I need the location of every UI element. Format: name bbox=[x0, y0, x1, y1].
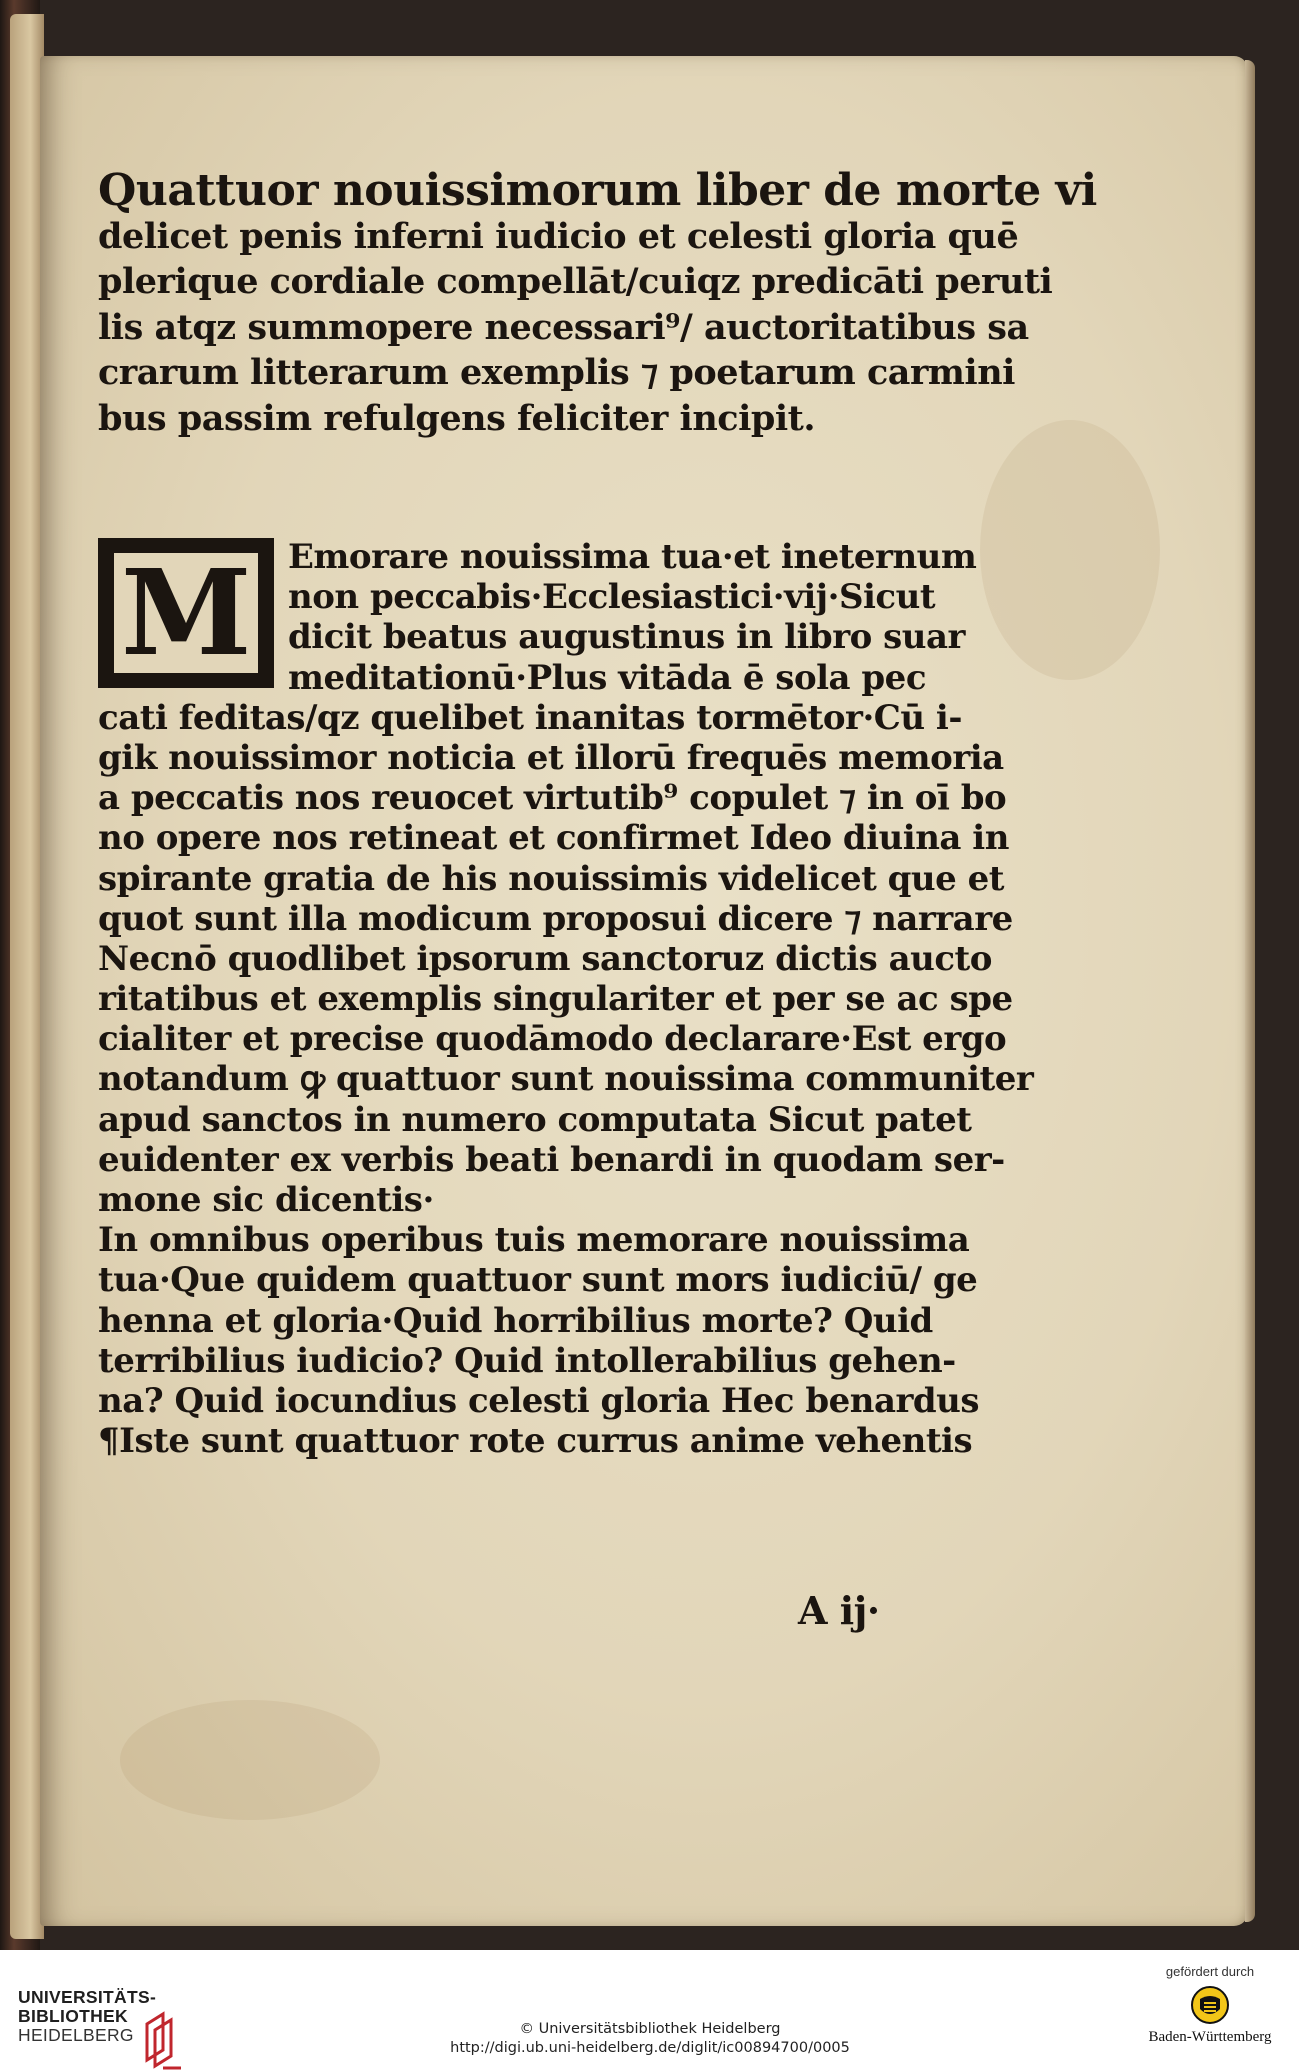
funder-block bbox=[1140, 1964, 1280, 2046]
body-line: ¶Iste sunt quattuor rote currus anime vehentis bbox=[98, 1421, 973, 1462]
body-line: euidenter ex verbis beati benardi in quodam ser- bbox=[98, 1139, 1005, 1180]
facing-page-edge bbox=[10, 14, 44, 1939]
body-line: no opere nos retineat et confirmet Ideo diuina in bbox=[98, 818, 1009, 859]
body-line: cialiter et precise quodāmodo declarare·Est ergo bbox=[98, 1019, 1007, 1060]
body-line: mone sic dicentis· bbox=[98, 1180, 434, 1220]
funder-label: gefördert durch bbox=[1165, 1964, 1255, 1979]
state-coat-of-arms-icon bbox=[1190, 1985, 1230, 2025]
body-line: terribilius iudicio? Quid intollerabilius gehen- bbox=[98, 1340, 956, 1381]
body-line: Emorare nouissima tua·et ineternum bbox=[288, 537, 977, 577]
footer-credits bbox=[330, 2020, 970, 2058]
printed-text-block bbox=[98, 165, 1097, 1633]
library-name-line: BIBLIOTHEK bbox=[18, 2006, 128, 2026]
page-fore-edge bbox=[1245, 60, 1255, 1922]
title-line: plerique cordiale compellāt/cuiqz predicāti peruti bbox=[98, 261, 1053, 302]
title-line: Quattuor nouissimorum liber de morte vi bbox=[98, 165, 1097, 216]
body-line: ritatibus et exemplis singulariter et per se ac spe bbox=[98, 979, 1013, 1020]
library-emblem-icon bbox=[143, 2010, 185, 2070]
body-line: meditationū·Plus vitāda ē sola pec bbox=[288, 657, 927, 698]
body-line: na? Quid iocundius celesti gloria Hec benardus bbox=[98, 1380, 980, 1421]
body-line: a peccatis nos reuocet virtutib⁹ copulet ⁊ in oī bo bbox=[98, 778, 1007, 819]
decorated-initial bbox=[98, 538, 274, 688]
title-line: crarum litterarum exemplis ⁊ poetarum carmini bbox=[98, 352, 1015, 393]
title-line: lis atqz summopere necessari⁹/ auctoritatibus sa bbox=[98, 306, 1029, 348]
permalink[interactable]: http://digi.ub.uni-heidelberg.de/diglit/ic00894700/0005 bbox=[450, 2040, 850, 2056]
paper-stain bbox=[120, 1700, 380, 1820]
body-line: cati feditas/qz quelibet inanitas tormētor·Cū i- bbox=[98, 697, 962, 738]
signature-mark: A ij· bbox=[798, 1588, 880, 1633]
body-line: spirante gratia de his nouissimis videlicet que et bbox=[98, 858, 1004, 899]
university-library-logo[interactable] bbox=[18, 1988, 183, 2045]
viewer-footer bbox=[0, 1950, 1299, 2058]
body-line: henna et gloria·Quid horribilius morte? Quid bbox=[98, 1300, 933, 1341]
body-line: quot sunt illa modicum proposui dicere ⁊ narrare bbox=[98, 898, 1013, 939]
library-name-line: UNIVERSITÄTS- bbox=[18, 1987, 157, 2007]
body-line: Necnō quodlibet ipsorum sanctoruz dictis aucto bbox=[98, 938, 992, 979]
body-line: non peccabis·Ecclesiastici·vij·Sicut bbox=[288, 577, 936, 618]
funder-name: Baden-Württemberg bbox=[1148, 2029, 1272, 2045]
body-line: notandum ꝙ quattuor sunt nouissima communiter bbox=[98, 1059, 1034, 1100]
body-line: dicit beatus augustinus in libro suar bbox=[288, 617, 965, 658]
title-line: delicet penis inferni iudicio et celesti gloria quē bbox=[98, 215, 1019, 257]
copyright-text: © Universitätsbibliothek Heidelberg bbox=[519, 2021, 781, 2037]
body-line: gik nouissimor noticia et illorū frequēs memoria bbox=[98, 737, 1004, 778]
body-line: In omnibus operibus tuis memorare nouissima bbox=[98, 1220, 970, 1261]
body-line: apud sanctos in numero computata Sicut patet bbox=[98, 1099, 972, 1140]
library-name-line: HEIDELBERG bbox=[18, 2025, 134, 2045]
initial-letter: M bbox=[120, 543, 252, 682]
title-line: bus passim refulgens feliciter incipit. bbox=[98, 397, 816, 439]
body-line: tua·Que quidem quattuor sunt mors iudiciū/ ge bbox=[98, 1260, 978, 1301]
